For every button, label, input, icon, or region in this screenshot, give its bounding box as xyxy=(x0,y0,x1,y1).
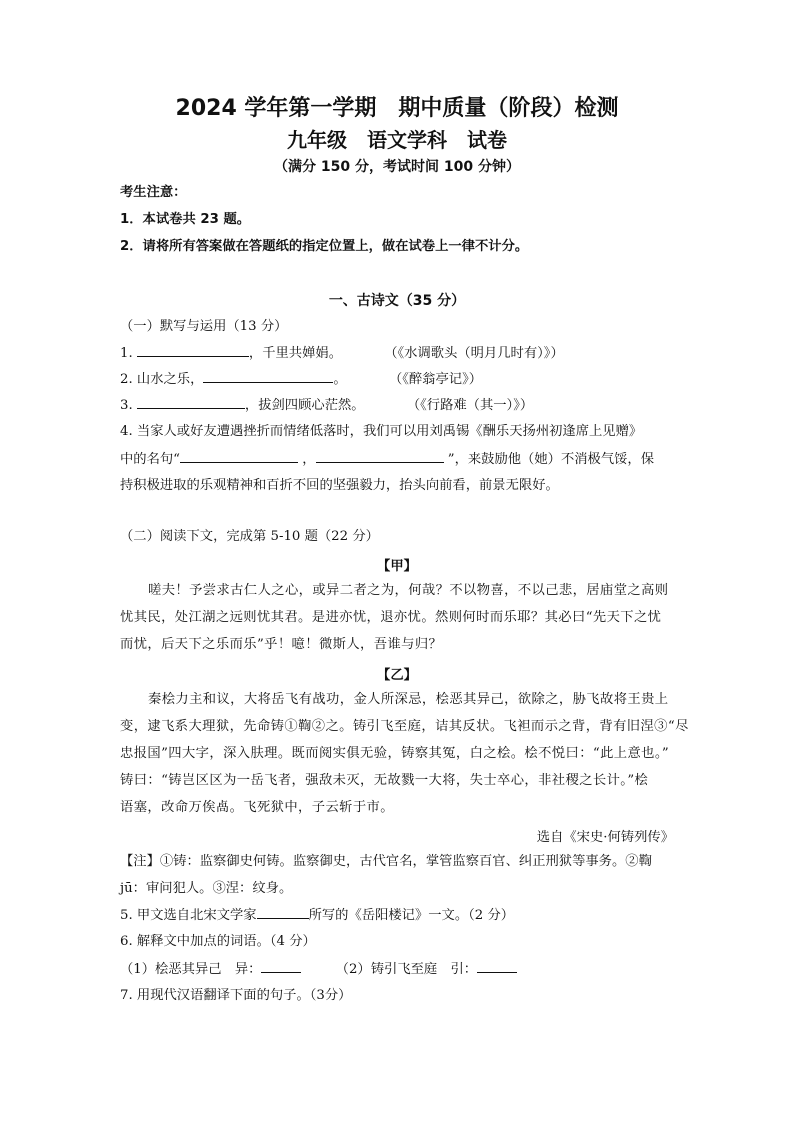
passage-yi-source: 选自《宋史·何铸列传》 xyxy=(536,830,674,845)
q3-number: 3. xyxy=(120,398,133,413)
question-4-line-3: 持积极进取的乐观精神和百折不回的坚强毅力，抬头向前看，前景无限好。 xyxy=(120,478,559,493)
q5-text-b: 所写的《岳阳楼记》一文。（2 分） xyxy=(308,908,515,923)
q2-source: （《醉翁亭记》） xyxy=(388,372,483,387)
q3-source: （《行路难（其一）》） xyxy=(406,398,534,413)
q1-source: （《水调歌头（明月几时有）》） xyxy=(384,346,564,361)
passage-yi-line-3: 忠报国”四大字，深入肤理。既而阅实俱无验，铸察其冤，白之桧。桧不悦曰：“此上意也。” xyxy=(120,746,670,761)
q5-text-a: 5. 甲文选自北宋文学家 xyxy=(120,908,257,923)
passage-yi-line-4: 铸曰：“铸岂区区为一岳飞者，强敌未灭，无故戮一大将，失士卒心，非社稷之长计。”桧 xyxy=(120,773,649,788)
subsection-recitation: （一）默写与运用（13 分） xyxy=(120,319,288,334)
q4-text-c: ”，来鼓励他（她）不消极气馁，保 xyxy=(447,452,655,467)
q5-answer-blank[interactable] xyxy=(257,906,309,919)
exam-score-time-note: （满分 150 分，考试时间 100 分钟） xyxy=(274,159,520,175)
question-4-line-1: 4. 当家人或好友遭遇挫折而情绪低落时，我们可以用刘禹锡《酬乐天扬州初逢席上见赠》 xyxy=(120,424,643,439)
question-4-line-2 xyxy=(120,450,654,469)
q6-item-2-blank[interactable] xyxy=(477,960,517,973)
passage-jia-line-1: 嗟夫！予尝求古仁人之心，或异二者之为，何哉？不以物喜，不以己悲，居庙堂之高则 xyxy=(148,583,669,598)
q4-text-a: 中的名句“ xyxy=(120,452,180,467)
passage-jia-label: 【甲】 xyxy=(377,559,417,574)
passage-jia-line-3: 而忧，后天下之乐而乐”乎！噫！微斯人，吾谁与归？ xyxy=(120,637,443,652)
q6-item-2: （2）铸引飞至庭 引： xyxy=(335,962,478,977)
subsection-reading: （二）阅读下文，完成第 5-10 题（22 分） xyxy=(120,529,379,544)
q2-answer-blank[interactable] xyxy=(203,370,333,383)
q1-number: 1. xyxy=(120,346,133,361)
passage-jia-line-2: 忧其民，处江湖之远则忧其君。是进亦忧，退亦忧。然则何时而乐耶？其必曰“先天下之忧 xyxy=(120,610,662,625)
q3-answer-blank[interactable] xyxy=(137,396,245,409)
section-title-ancient-poetry: 一、古诗文（35 分） xyxy=(328,293,466,309)
question-6-items xyxy=(120,960,517,979)
question-1 xyxy=(120,344,564,363)
q1-text: ，千里共婵娟。 xyxy=(248,346,342,361)
q4-answer-blank-2[interactable] xyxy=(316,450,444,463)
q2-number: 2. 山水之乐， xyxy=(120,372,204,387)
question-5 xyxy=(120,906,514,925)
exam-subtitle: 九年级 语文学科 试卷 xyxy=(287,128,507,152)
notice-heading: 考生注意： xyxy=(120,185,187,200)
question-6: 6. 解释文中加点的词语。（4 分） xyxy=(120,934,316,949)
q1-answer-blank[interactable] xyxy=(137,344,249,357)
question-7: 7. 用现代汉语翻译下面的句子。（3分） xyxy=(120,988,352,1003)
q3-text: ，拔剑四顾心茫然。 xyxy=(244,398,365,413)
passage-yi-line-2: 变，逮飞系大理狱，先命铸①鞫②之。铸引飞至庭，诘其反状。飞袒而示之背，背有旧涅③“尽 xyxy=(120,719,689,734)
question-3 xyxy=(120,396,533,415)
passage-yi-line-1: 秦桧力主和议，大将岳飞有战功，金人所深忌，桧恶其异己，欲除之，胁飞故将王贵上 xyxy=(148,692,669,707)
q6-item-1: （1）桧恶其异己 异： xyxy=(120,962,262,977)
question-2 xyxy=(120,370,482,389)
passage-yi-line-5: 语塞，改命万俟卨。飞死狱中，子云斩于市。 xyxy=(120,800,394,815)
annotation-line-1: 【注】①铸：监察御史何铸。监察御史，古代官名，掌管监察百官、纠正刑狱等事务。②鞫 xyxy=(120,854,652,869)
q6-item-1-blank[interactable] xyxy=(261,960,301,973)
notice-item-2: 2．请将所有答案做在答题纸的指定位置上，做在试卷上一律不计分。 xyxy=(120,239,529,254)
q2-text: 。 xyxy=(333,372,347,387)
passage-yi-label: 【乙】 xyxy=(377,668,417,683)
notice-item-1: 1．本试卷共 23 题。 xyxy=(120,212,251,227)
q4-answer-blank-1[interactable] xyxy=(180,450,298,463)
annotation-line-2: jū：审问犯人。③涅：纹身。 xyxy=(120,881,293,896)
q4-text-b: ， xyxy=(302,452,316,467)
exam-title: 2024 学年第一学期 期中质量（阶段）检测 xyxy=(175,96,619,121)
